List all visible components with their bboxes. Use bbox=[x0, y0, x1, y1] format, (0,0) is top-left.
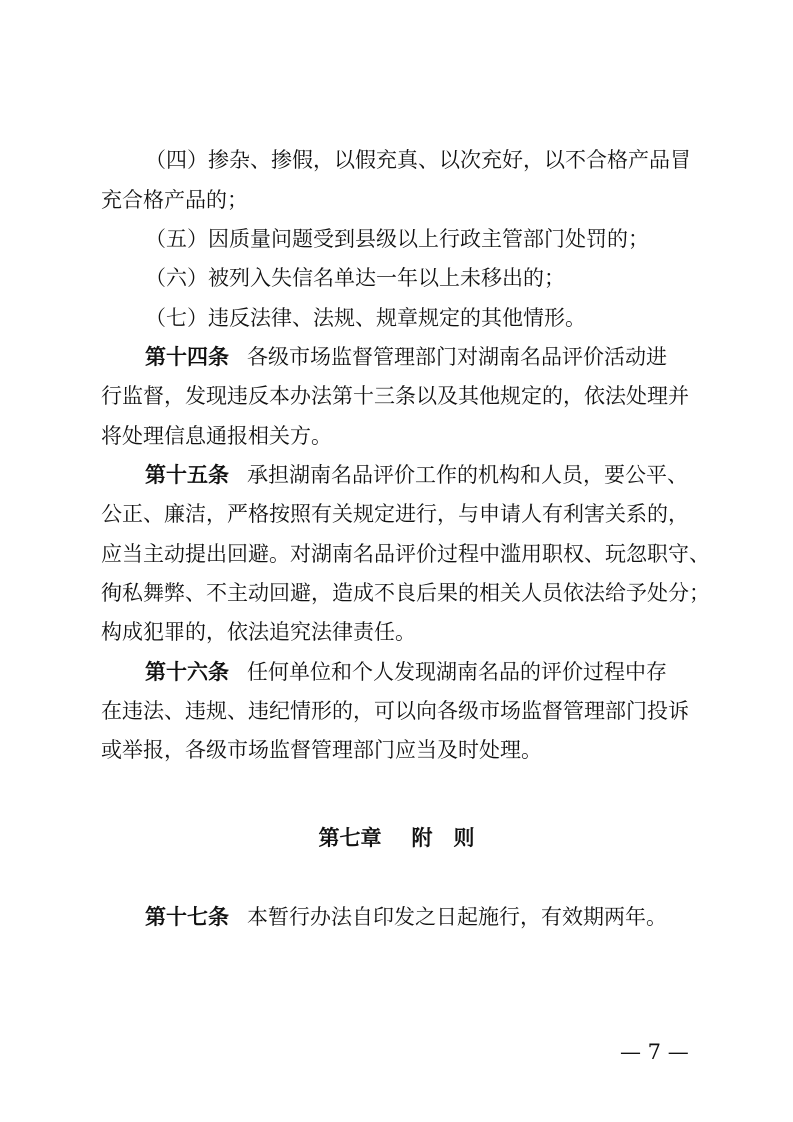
item-6: （六）被列入失信名单达一年以上未移出的； bbox=[145, 266, 565, 290]
chapter-number: 第七章 bbox=[318, 826, 382, 850]
article-14-line-1 bbox=[145, 343, 667, 371]
article-15-text-1: 承担湖南名品评价工作的机构和人员，要公平、 bbox=[247, 463, 688, 487]
article-17-line-1 bbox=[145, 903, 667, 931]
article-15-line-3: 应当主动提出回避。对湖南名品评价过程中滥用职权、玩忽职守、 bbox=[101, 542, 710, 566]
article-14-text-1: 各级市场监督管理部门对湖南名品评价活动进 bbox=[247, 345, 667, 369]
article-16-line-3: 或举报，各级市场监督管理部门应当及时处理。 bbox=[101, 738, 542, 762]
article-16-heading: 第十六条 bbox=[145, 660, 229, 684]
article-14-heading: 第十四条 bbox=[145, 345, 229, 369]
item-4-line-2: 充合格产品的； bbox=[101, 188, 248, 212]
article-15-line-2: 公正、廉洁，严格按照有关规定进行，与申请人有利害关系的， bbox=[101, 502, 689, 526]
article-17-text-1: 本暂行办法自印发之日起施行，有效期两年。 bbox=[247, 905, 667, 929]
chapter-heading bbox=[0, 824, 793, 852]
item-5: （五）因质量问题受到县级以上行政主管部门处罚的； bbox=[145, 227, 649, 251]
article-16-line-2: 在违法、违规、违纪情形的，可以向各级市场监督管理部门投诉 bbox=[101, 699, 689, 723]
chapter-title: 附 则 bbox=[411, 826, 475, 850]
article-14-line-3: 将处理信息通报相关方。 bbox=[101, 424, 332, 448]
item-7: （七）违反法律、法规、规章规定的其他情形。 bbox=[145, 306, 586, 330]
article-15-line-1 bbox=[145, 461, 688, 489]
article-16-line-1 bbox=[145, 658, 667, 686]
article-14-line-2: 行监督，发现违反本办法第十三条以及其他规定的，依法处理并 bbox=[101, 384, 689, 408]
item-4-line-1: （四）掺杂、掺假，以假充真、以次充好，以不合格产品冒 bbox=[145, 148, 691, 172]
article-15-heading: 第十五条 bbox=[145, 463, 229, 487]
article-17-heading: 第十七条 bbox=[145, 905, 229, 929]
article-16-text-1: 任何单位和个人发现湖南名品的评价过程中存 bbox=[247, 660, 667, 684]
article-15-line-5: 构成犯罪的，依法追究法律责任。 bbox=[101, 620, 416, 644]
article-15-line-4: 徇私舞弊、不主动回避，造成不良后果的相关人员依法给予处分； bbox=[101, 581, 710, 605]
page-number: — 7 — bbox=[620, 1040, 689, 1064]
